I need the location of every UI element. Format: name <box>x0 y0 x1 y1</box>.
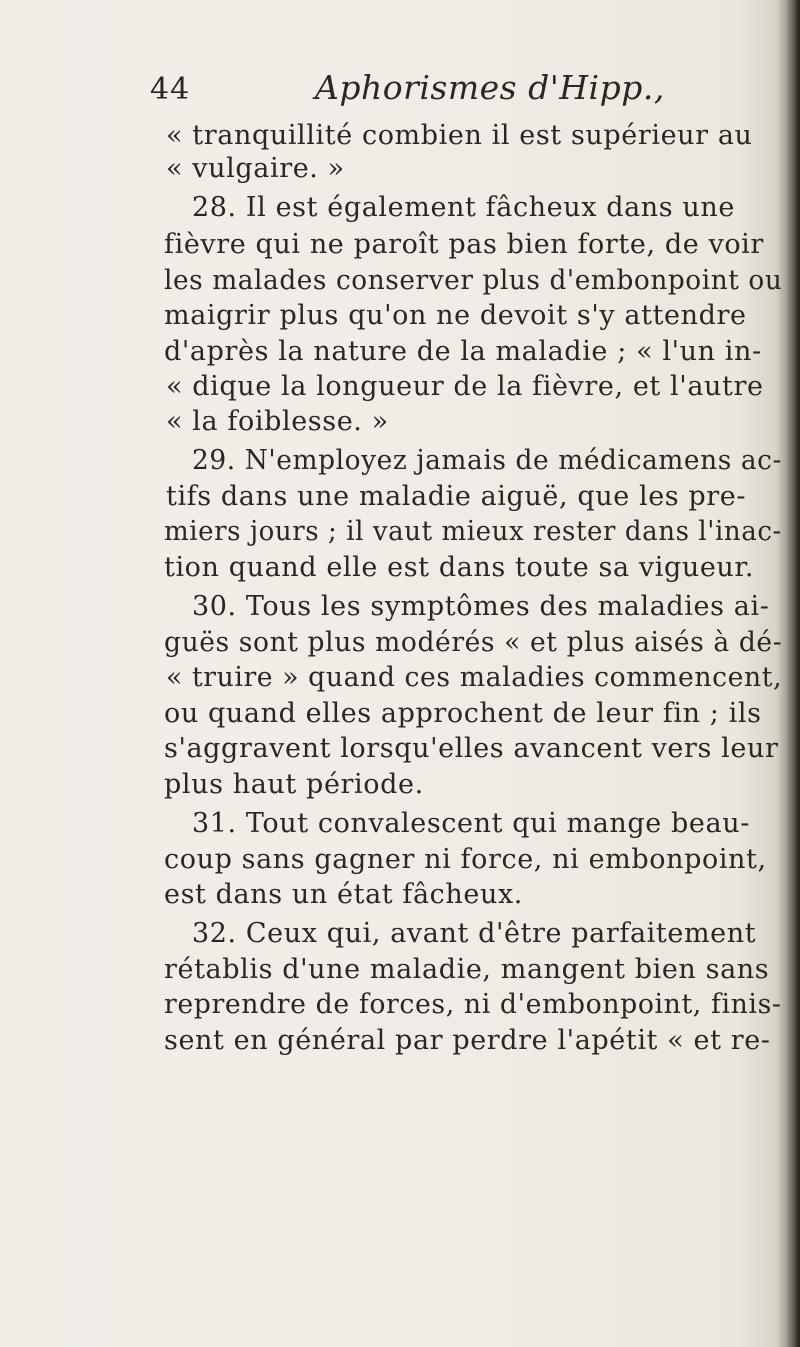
text-line: « vulgaire. » <box>166 153 345 184</box>
page-header <box>150 68 710 118</box>
text-line: tion quand elle est dans toute sa vigueur. <box>164 552 755 583</box>
text-line: coup sans gagner ni force, ni embonpoint, <box>164 844 767 875</box>
text-line: 31. Tout convalescent qui mange beau- <box>192 808 750 839</box>
text-line: « dique la longueur de la fièvre, et l'autre <box>166 371 764 402</box>
text-line: « truire » quand ces maladies commencent, <box>166 662 783 693</box>
text-line: sent en général par perdre l'apétit « et re- <box>164 1025 771 1056</box>
text-line: « la foiblesse. » <box>166 406 389 437</box>
text-line: les malades conserver plus d'embonpoint ou <box>164 265 783 296</box>
text-line: ou quand elles approchent de leur fin ; ils <box>164 698 762 729</box>
text-line: est dans un état fâcheux. <box>164 879 523 910</box>
text-line: 29. N'employez jamais de médicamens ac- <box>192 445 783 476</box>
text-line: tifs dans une maladie aiguë, que les pre- <box>166 481 747 512</box>
text-line: « tranquillité combien il est supérieur au <box>166 120 753 151</box>
text-line: d'après la nature de la maladie ; « l'un in- <box>164 336 762 367</box>
text-line: 30. Tous les symptômes des maladies ai- <box>192 591 770 622</box>
text-line: fièvre qui ne paroît pas bien forte, de voir <box>164 229 764 260</box>
text-line: maigrir plus qu'on ne devoit s'y attendre <box>164 300 747 331</box>
text-line: miers jours ; il vaut mieux rester dans l'inac- <box>164 516 782 547</box>
page-number: 44 <box>150 72 191 107</box>
page-edge-shadow <box>786 0 800 1347</box>
running-title: Aphorismes d'Hipp., <box>315 68 665 107</box>
text-line: 28. Il est également fâcheux dans une <box>192 192 735 223</box>
text-line: reprendre de forces, ni d'embonpoint, finis- <box>164 989 782 1020</box>
text-line: s'aggravent lorsqu'elles avancent vers leur <box>164 733 779 764</box>
text-line: rétablis d'une maladie, mangent bien sans <box>164 954 770 985</box>
text-line: 32. Ceux qui, avant d'être parfaitement <box>192 918 757 949</box>
text-line: guës sont plus modérés « et plus aisés à dé- <box>164 627 783 658</box>
text-line: plus haut période. <box>164 769 424 800</box>
